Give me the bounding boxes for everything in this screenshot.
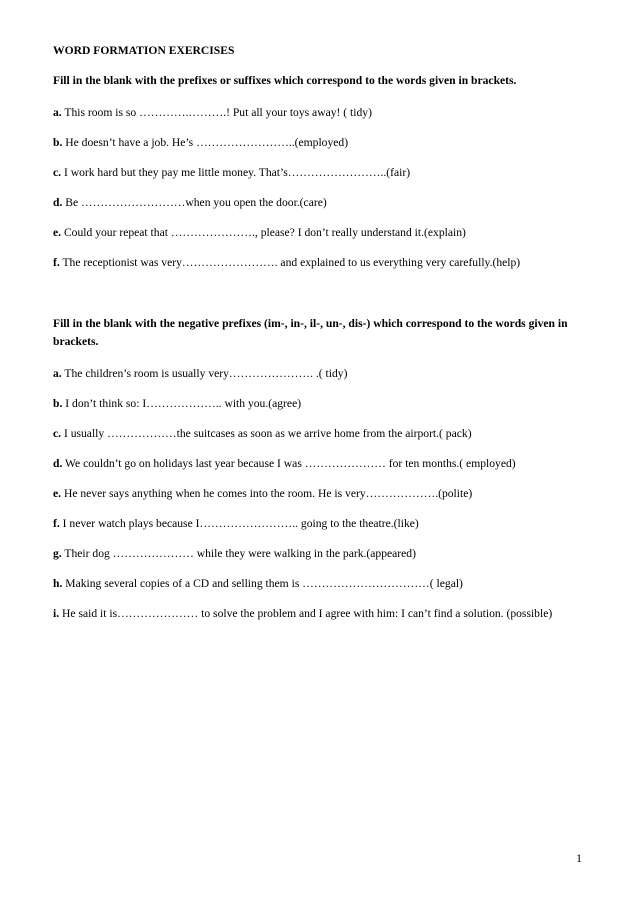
exercise-item <box>53 396 593 411</box>
section-spacer <box>53 285 593 315</box>
exercise-item <box>53 195 593 210</box>
exercise-item <box>53 576 593 591</box>
exercise-letter: e. <box>53 226 62 239</box>
exercise-text: The children’s room is usually very…………………. .( tidy) <box>61 367 348 380</box>
exercise-text: I don’t think so: I……………….. with you.(agree) <box>62 397 302 410</box>
exercise-letter: d. <box>53 457 63 470</box>
exercise-text: I never watch plays because I…………………….. going to the theatre.(like) <box>59 517 419 530</box>
exercise-letter: b. <box>53 136 63 149</box>
exercise-item <box>53 366 593 381</box>
exercise-text: Making several copies of a CD and selling them is ……………………………( legal) <box>62 577 463 590</box>
exercise-letter: f. <box>53 517 60 530</box>
exercise-text: Could your repeat that …………………., please? I don’t really understand it.(explain) <box>61 226 466 239</box>
exercise-item <box>53 165 593 180</box>
exercise-text: This room is so ………….……….! Put all your toys away! ( tidy) <box>61 106 372 119</box>
exercise-text: I work hard but they pay me little money. That’s……………………..(fair) <box>61 166 411 179</box>
exercise-item <box>53 135 593 150</box>
exercise-item <box>53 456 593 471</box>
exercise-text: The receptionist was very……………………. and explained to us everything very carefully.(help) <box>59 256 521 269</box>
exercise-letter: g. <box>53 547 62 560</box>
exercise-letter: i. <box>53 607 60 620</box>
exercise-letter: c. <box>53 427 62 440</box>
exercise-item <box>53 486 593 501</box>
exercise-text: He said it is………………… to solve the problem and I agree with him: I can’t find a solution. (possible) <box>59 607 553 620</box>
exercise-letter: d. <box>53 196 63 209</box>
document-title: WORD FORMATION EXERCISES <box>53 44 235 57</box>
exercise-letter: c. <box>53 166 62 179</box>
exercise-letter: h. <box>53 577 63 590</box>
document-page <box>53 44 593 636</box>
exercise-letter: b. <box>53 397 63 410</box>
exercise-item <box>53 225 593 240</box>
exercise-letter: f. <box>53 256 60 269</box>
exercise-item <box>53 546 593 561</box>
page-number: 1 <box>576 851 582 865</box>
exercise-item <box>53 426 593 441</box>
exercise-item <box>53 516 593 531</box>
exercise-item <box>53 255 593 270</box>
exercise-letter: a. <box>53 106 62 119</box>
exercise-text: Their dog ………………… while they were walking in the park.(appeared) <box>61 547 416 560</box>
section1-instruction: Fill in the blank with the prefixes or suffixes which correspond to the words given in brackets. <box>53 74 517 87</box>
exercise-text: He never says anything when he comes into the room. He is very……………….(polite) <box>61 487 473 500</box>
section2-instruction: Fill in the blank with the negative prefixes (im-, in-, il-, un-, dis-) which correspond to the words given in brackets. <box>53 317 568 348</box>
exercise-text: He doesn’t have a job. He’s ……………………..(employed) <box>62 136 349 149</box>
exercise-item <box>53 606 593 621</box>
exercise-letter: e. <box>53 487 62 500</box>
exercise-item <box>53 105 593 120</box>
exercise-text: We couldn’t go on holidays last year because I was ………………… for ten months.( employed) <box>62 457 516 470</box>
exercise-text: I usually ………………the suitcases as soon as we arrive home from the airport.( pack) <box>61 427 472 440</box>
exercise-text: Be ………………………when you open the door.(care) <box>62 196 327 209</box>
exercise-letter: a. <box>53 367 62 380</box>
